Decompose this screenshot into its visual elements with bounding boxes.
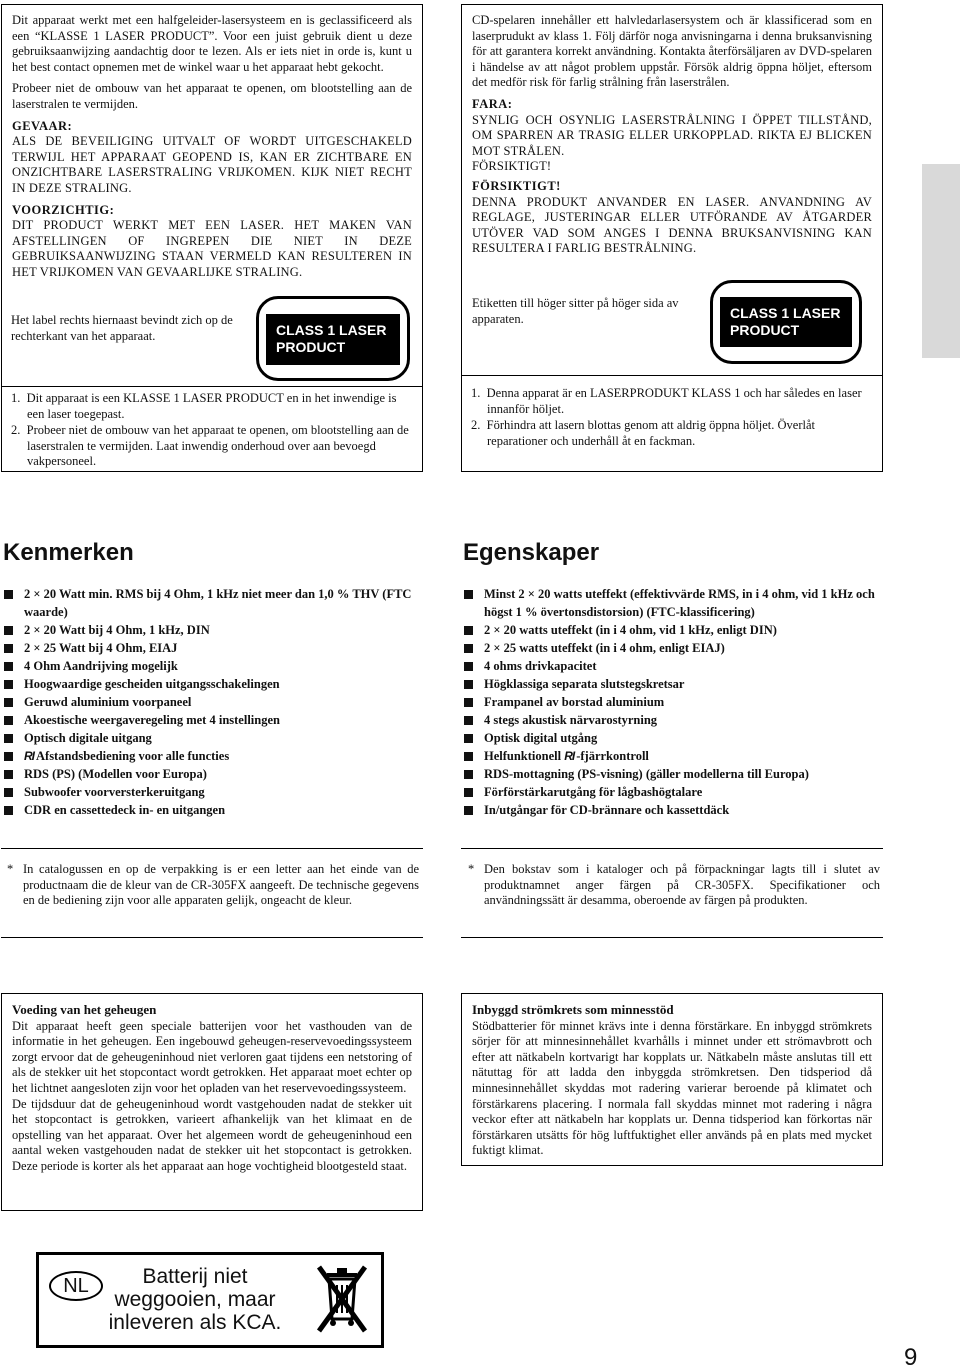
list-item: Akoestische weergaveregeling met 4 instellingen	[2, 711, 424, 729]
bullet-icon	[4, 716, 13, 725]
bullet-icon	[464, 716, 473, 725]
nl-caution-heading: VOORZICHTIG:	[12, 202, 115, 217]
bullet-icon	[4, 662, 13, 671]
page-number: 9	[904, 1344, 918, 1371]
nl-laser-label-inner	[266, 314, 400, 365]
nl-label-line2: PRODUCT	[276, 339, 346, 355]
list-item: Förförstärkarutgång för lågbashögtalare	[462, 783, 884, 801]
nl-color-note: * In catalogussen en op de verpakking is er een letter aan het einde van de productnaam die de kleur van de CR-305FX aangeeft. De technische gegevens en de bediening zijn voor alle apparaten gelijk, ongeacht de kleur.	[7, 862, 419, 908]
list-item: 2. Probeer niet de ombouw van het apparaat te openen, om blootstelling aan de laserstralen te vermijden. Laat inwendig onderhoud over aan bevoegd vakpersoneel.	[11, 423, 409, 469]
sv-laser-divider	[461, 375, 883, 376]
notes-divider-right	[461, 937, 883, 938]
bullet-icon	[464, 806, 473, 815]
bullet-icon	[4, 680, 13, 689]
list-item: Subwoofer voorversterkeruitgang	[2, 783, 424, 801]
list-item: 4 ohms drivkapacitet	[462, 657, 884, 675]
nl-danger-heading: GEVAAR:	[12, 118, 73, 133]
bullet-icon	[4, 734, 13, 743]
list-item: Geruwd aluminium voorpaneel	[2, 693, 424, 711]
nl-laser-intro2: Probeer niet de ombouw van het apparaat te openen, om blootstelling aan de laserstralen te vermijden.	[12, 81, 412, 111]
list-item: Optisch digitale uitgang	[2, 729, 424, 747]
sv-features-title: Egenskaper	[463, 539, 600, 566]
features-divider-right	[461, 848, 883, 849]
sv-laser-intro: CD-spelaren innehåller ett halvledarlasersystem och är klassificerad som en laserprudukt av klass 1. Följ därför noga anvisningarna i denna bruksanvisning för att garantera korrekt användning. Kontakta återförsäljaren av DVD-spelaren i händelse av att något problem uppstår. Försök aldrig öppna höljet, eftersom det medför risk för farlig strålning från laserstrålen.	[472, 13, 872, 90]
bullet-icon	[4, 590, 13, 599]
nl-laser-divider	[1, 386, 423, 387]
ri-logo-icon: RI	[24, 749, 34, 763]
list-item: 2 × 20 watts uteffekt (in i 4 ohm, vid 1 kHz, enligt DIN)	[462, 621, 884, 639]
list-item: RI Afstandsbediening voor alle functies	[2, 747, 424, 765]
list-item: 2. Förhindra att lasern blottas genom att aldrig öppna höljet. Överlåt reparationer och underhåll åt en fackman.	[471, 418, 816, 448]
sv-laser-label-inner	[720, 297, 852, 347]
sv-label-line2: PRODUCT	[730, 322, 800, 338]
list-item: 4 Ohm Aandrijving mogelijk	[2, 657, 424, 675]
list-item: 2 × 20 Watt min. RMS bij 4 Ohm, 1 kHz niet meer dan 1,0 % THV (FTC waarde)	[2, 585, 424, 621]
battery-text: Batterij niet weggooien, maar inleveren als KCA.	[108, 1265, 282, 1334]
bullet-icon	[464, 698, 473, 707]
list-item: CDR en cassettedeck in- en uitgangen	[2, 801, 424, 819]
nl-label-line1: CLASS 1 LASER	[276, 322, 387, 338]
side-tab-marker	[922, 164, 960, 358]
list-item: Minst 2 × 20 watts uteffekt (effektivvärde RMS, in i 4 ohm, vid 1 kHz och högst 1 % övertonsdistorsion) (FTC-klassificering)	[462, 585, 884, 621]
sv-danger-heading: FARA:	[472, 96, 513, 111]
list-item: Optisk digital utgång	[462, 729, 884, 747]
country-badge	[49, 1271, 103, 1301]
list-item: RDS (PS) (Modellen voor Europa)	[2, 765, 424, 783]
nl-memory-p1: Dit apparaat heeft geen speciale batterijen voor het vasthouden van de informatie in het geheugen. Een ingebouwd geheugen-reservevoedingssysteem zorgt ervoor dat de geheugeninhoud niet verloren gaat tijdens een netstoring of als de stekker uit het stopcontact wordt getrokken. Het apparaat moet echter op het lichtnet aangesloten zijn voor het opladen van het reservevoedingssysteem.	[12, 1018, 412, 1095]
bullet-icon	[464, 644, 473, 653]
sv-memory-box	[461, 993, 883, 1166]
list-item: 2 × 25 watts uteffekt (in i 4 ohm, enligt EIAJ)	[462, 639, 884, 657]
asterisk-icon: *	[7, 862, 14, 876]
sv-laser-list	[471, 386, 873, 450]
bullet-icon	[4, 644, 13, 653]
nl-memory-box	[1, 993, 423, 1211]
bullet-icon	[4, 626, 13, 635]
list-item: 2 × 20 Watt bij 4 Ohm, 1 kHz, DIN	[2, 621, 424, 639]
bullet-icon	[464, 590, 473, 599]
nl-laser-intro: Dit apparaat werkt met een halfgeleider-lasersysteem en is geclassificeerd als een “KLASSE 1 LASER PRODUCT”. Voor een juist gebruik dient u deze gebruiksaanwijzing aandachtig door te lezen. Als er iets niet in orde is, kunt u het best contact opnemen met de winkel waar u het apparaat hebt gekocht.	[12, 13, 412, 74]
bullet-icon	[464, 770, 473, 779]
bullet-icon	[464, 752, 473, 761]
list-item: Frampanel av borstad aluminium	[462, 693, 884, 711]
bullet-icon	[4, 788, 13, 797]
notes-divider-left	[1, 937, 423, 938]
sv-label-note: Etiketten till höger sitter på höger sida av apparaten.	[472, 296, 679, 326]
bullet-icon	[464, 788, 473, 797]
list-item: In/utgångar för CD-brännare och kassettdäck	[462, 801, 884, 819]
sv-label-line1: CLASS 1 LASER	[730, 305, 841, 321]
bullet-icon	[464, 662, 473, 671]
sv-danger-text: SYNLIG OCH OSYNLIG LASERSTRÅLNING I ÖPPET TILLSTÅND, OM SPARREN AR TRASIG ELLER URKOPPLAD. RIKTA EJ BLICKEN MOT STRÅLEN.	[472, 112, 872, 158]
nl-caution-text: DIT PRODUCT WERKT MET EEN LASER. HET MAKEN VAN AFSTELLINGEN OF INGREPEN DIE NIET IN DEZE GEBRUIKSAANWIJZING STAAN VERMELD KAN RESULTEREN IN HET VRIJKOMEN VAN GEVAARLIJKE STRALING.	[12, 218, 412, 279]
nl-features-list	[2, 585, 424, 819]
bullet-icon	[464, 680, 473, 689]
country-code: NL	[63, 1275, 89, 1297]
nl-danger-text: ALS DE BEVEILIGING UITVALT OF WORDT UITGESCHAKELD TERWIJL HET APPARAAT GEOPEND IS, KAN ER ZICHTBARE EN ONZICHTBARE LASERSTRALING VRIJKOMEN. KIJK NIET RECHT IN DEZE STRALING.	[12, 134, 412, 195]
sv-memory-p1: Stödbatterier för minnet krävs inte i denna förstärkare. En inbyggd strömkrets sörjer för att minnesinnehållet kvarhålls i minnet under ett strömavbrott och efter att nätkabeln kortvarigt har kopplats ur. Nätkabeln måste anslutas till ett nätuttag för att ladda den inbyggda strömkretsen. Den tidsperiod då minnesinnehållet skyddas mot radering varierar beroende på klimatet och förstärkarens placering. I normala fall skyddas minnet mot radering i några veckor efter att nätkabeln har kopplats ur. Denna tidsperiod kan förkortas när förstärkaren utsätts för hög luftfuktighet eller används på en plats med mycket fuktigt klimat.	[472, 1018, 872, 1158]
sv-caution-text: DENNA PRODUKT ANVANDER EN LASER. ANVANDNING AV REGLAGE, JUSTERINGAR ELLER UTFÖRANDE AV ÅTGARDER UTÖVER VAD SOM ANGES I DENNA BRUKSANVISNING KAN RESULTERA I FARLIG BESTRÅLNING.	[472, 194, 872, 256]
list-item: Högklassiga separata slutstegskretsar	[462, 675, 884, 693]
nl-laser-label	[256, 296, 410, 381]
bullet-icon	[464, 626, 473, 635]
nl-memory-title: Voeding van het geheugen	[12, 1002, 157, 1017]
sv-caution-heading: FÖRSIKTIGT!	[472, 178, 561, 193]
ri-logo-icon: RI	[564, 749, 575, 763]
battery-disposal-box	[36, 1252, 384, 1348]
sv-careful-text: FÖRSIKTIGT!	[472, 159, 552, 174]
nl-features-title: Kenmerken	[3, 539, 134, 566]
sv-color-note: * Den bokstav som i kataloger och på förpackningar lagts till i slutet av produktnamnet anger färgen på CR-305FX. Specifikationer och användningssätt är desamma, oberoende av färgen på produkten.	[468, 862, 880, 908]
list-item: 1. Dit apparaat is een KLASSE 1 LASER PRODUCT en in het inwendige is een laser toegepast.	[11, 391, 397, 421]
list-item: Hoogwaardige gescheiden uitgangsschakelingen	[2, 675, 424, 693]
list-item: 1. Denna apparat är en LASERPRODUKT KLASS 1 och har således en laser innanför höljet.	[471, 386, 862, 416]
nl-memory-p2: De tijdsduur dat de geheugeninhoud wordt vastgehouden nadat de stekker uit het stopcontact is getrokken, varieert afhankelijk van het klimaat en de opstelling van het apparaat. Over het algemeen wordt de geheugeninhoud een aantal weken vastgehouden nadat de stekker uit het stopcontact is getrokken. Deze periode is korter als het apparaat aan hoge vochtigheid blootgesteld staat.	[12, 1096, 412, 1173]
list-item: 4 stegs akustisk närvarostyrning	[462, 711, 884, 729]
list-item: RDS-mottagning (PS-visning) (gäller modellerna till Europa)	[462, 765, 884, 783]
bullet-icon	[464, 734, 473, 743]
list-item: Helfunktionell RI -fjärrkontroll	[462, 747, 884, 765]
nl-label-note: Het label rechts hiernaast bevindt zich op de rechterkant van het apparaat.	[11, 313, 233, 343]
crossed-bin-icon	[315, 1261, 373, 1339]
bullet-icon	[4, 752, 13, 761]
asterisk-icon: *	[468, 862, 475, 876]
bullet-icon	[4, 698, 13, 707]
nl-laser-list	[11, 391, 413, 471]
sv-features-list	[462, 585, 884, 819]
list-item: 2 × 25 Watt bij 4 Ohm, EIAJ	[2, 639, 424, 657]
features-divider-left	[1, 848, 423, 849]
bullet-icon	[4, 770, 13, 779]
sv-laser-label	[710, 280, 862, 364]
bullet-icon	[4, 806, 13, 815]
sv-memory-title: Inbyggd strömkrets som minnesstöd	[472, 1002, 674, 1017]
